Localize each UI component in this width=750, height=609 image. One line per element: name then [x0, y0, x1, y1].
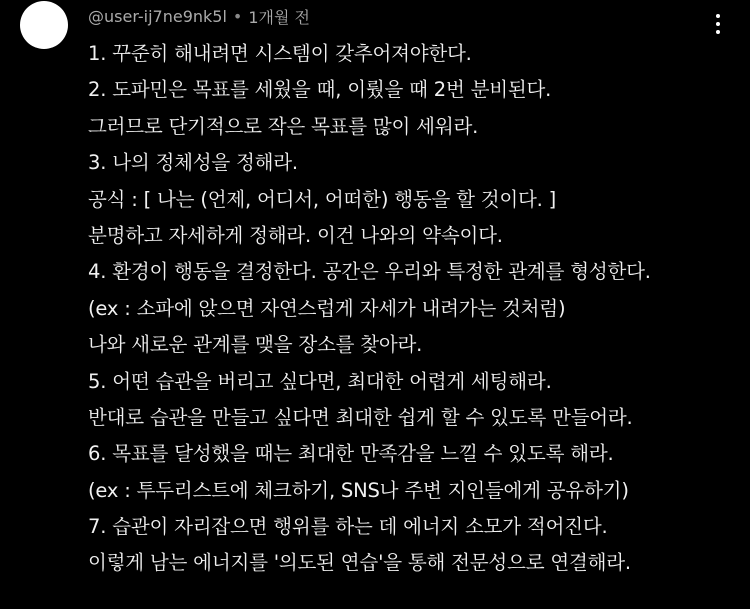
more-dot — [716, 30, 720, 34]
timestamp[interactable]: 1개월 전 — [248, 7, 310, 27]
more-dot — [716, 14, 720, 18]
comment-line: 분명하고 자세하게 정해라. 이건 나와의 약속이다. — [88, 223, 503, 247]
comment-line: 2. 도파민은 목표를 세웠을 때, 이뤘을 때 2번 분비된다. — [88, 78, 552, 102]
avatar[interactable] — [20, 1, 68, 49]
username[interactable]: @user-ij7ne9nk5l — [88, 6, 227, 26]
separator: • — [232, 6, 243, 26]
comment-body — [88, 36, 730, 582]
comment-line: 6. 목표를 달성했을 때는 최대한 만족감을 느낄 수 있도록 해라. — [88, 442, 614, 466]
comment-line: (ex : 투두리스트에 체크하기, SNS나 주변 지인들에게 공유하기) — [88, 478, 629, 502]
comment-line: 7. 습관이 자리잡으면 행위를 하는 데 에너지 소모가 적어진다. — [88, 515, 608, 539]
comment-line: 1. 꾸준히 해내려면 시스템이 갖추어져야한다. — [88, 42, 472, 65]
comment-line: 3. 나의 정체성을 정해라. — [88, 151, 298, 175]
comment-line: 반대로 습관을 만들고 싶다면 최대한 쉽게 할 수 있도록 만들어라. — [88, 405, 633, 429]
comment-line: 그러므로 단기적으로 작은 목표를 많이 세워라. — [88, 114, 479, 138]
comment-header — [88, 5, 310, 27]
comment-line: 나와 새로운 관계를 맺을 장소를 찾아라. — [88, 333, 423, 357]
more-dot — [716, 22, 720, 26]
comment-line: 5. 어떤 습관을 버리고 싶다면, 최대한 어렵게 세팅해라. — [88, 369, 552, 393]
comment-line: (ex : 소파에 앉으면 자연스럽게 자세가 내려가는 것처럼) — [88, 296, 566, 320]
comment-line: 이렇게 남는 에너지를 '의도된 연습'을 통해 전문성으로 연결해라. — [88, 551, 631, 575]
comment-line: 4. 환경이 행동을 결정한다. 공간은 우리와 특정한 관계를 형성한다. — [88, 260, 651, 284]
comment-line: 공식 : [ 나는 (언제, 어디서, 어떠한) 행동을 할 것이다. ] — [88, 187, 557, 211]
